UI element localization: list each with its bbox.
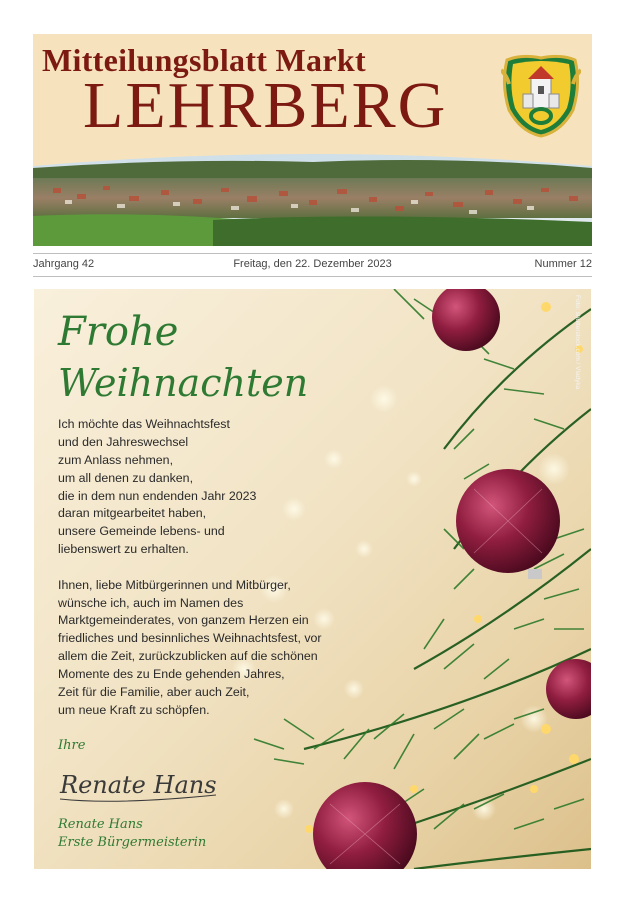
text-line: wünsche ich, auch im Namen des [58, 595, 244, 610]
text-line: Ihnen, liebe Mitbürgerinnen und Mitbürger, [58, 577, 291, 592]
text-line: die in dem nun endenden Jahr 2023 [58, 488, 257, 503]
text-line: Marktgemeinderates, von ganzem Herzen ein [58, 613, 309, 628]
signature-text: Renate Hans [60, 771, 217, 799]
text-line: Ich möchte das Weihnachtsfest [58, 417, 230, 431]
paragraph-spacer [58, 559, 322, 577]
signer-title: Erste Bürgermeisterin [58, 835, 207, 850]
issue-number: Nummer 12 [534, 258, 592, 270]
coat-of-arms-icon [501, 54, 581, 138]
greeting-title-line2: Weihnachten [58, 361, 309, 405]
photo-credit: Foto: shutterstock.com / Vladyka [574, 295, 581, 390]
christmas-greeting-card [34, 289, 591, 869]
volume-label: Jahrgang 42 [33, 258, 95, 270]
text-line: unsere Gemeinde lebens- und [58, 524, 225, 539]
masthead-subtitle: Mitteilungsblatt Markt [42, 42, 366, 78]
text-line: zum Anlass nehmen, [58, 452, 174, 467]
text-line: allem die Zeit, zurückzublicken auf die schönen [58, 649, 318, 664]
issue-info-bar [33, 253, 592, 277]
masthead [33, 34, 592, 246]
text-line: um all denen zu danken, [58, 470, 194, 485]
text-line: Momente des zu Ende gehenden Jahres, [58, 667, 285, 682]
text-line: und den Jahreswechsel [58, 434, 189, 449]
handwritten-signature [56, 759, 226, 809]
text-line: friedliches und besinnliches Weihnachtsfest, vor [58, 631, 322, 646]
signer-name: Renate Hans [58, 817, 143, 832]
closing-word: Ihre [58, 738, 86, 753]
text-line: daran mitgearbeitet haben, [58, 506, 207, 521]
text-line: um neue Kraft zu schöpfen. [58, 702, 210, 717]
town-panorama-image [33, 144, 592, 246]
greeting-text [58, 416, 322, 720]
issue-date: Freitag, den 22. Dezember 2023 [233, 258, 392, 270]
greeting-title-line1: Frohe [58, 309, 179, 355]
text-line: Zeit für die Familie, aber auch Zeit, [58, 684, 250, 699]
masthead-title: LEHRBERG [83, 69, 448, 142]
text-line: liebenswert zu erhalten. [58, 542, 189, 557]
